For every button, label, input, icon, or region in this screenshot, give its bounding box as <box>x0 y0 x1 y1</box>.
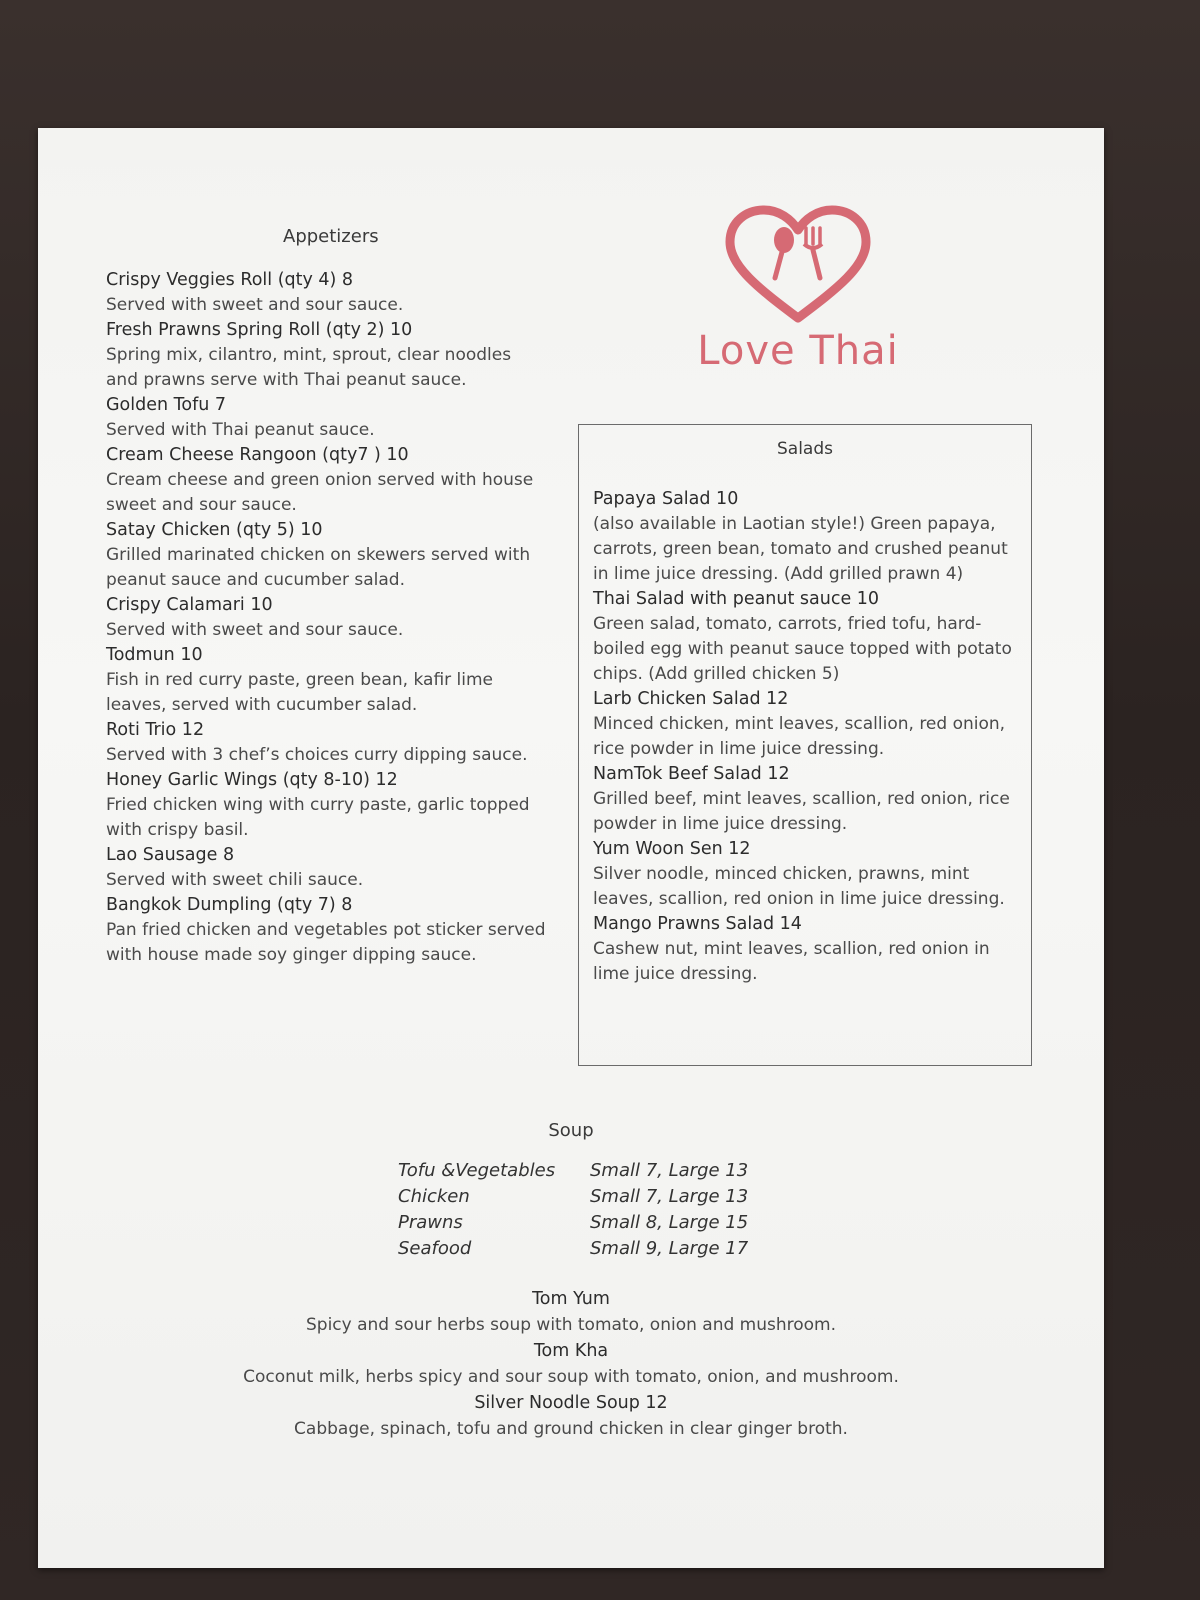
item-name: Roti Trio 12 <box>106 720 205 740</box>
item-name: Thai Salad with peanut sauce 10 <box>593 589 880 609</box>
item-description: Fried chicken wing with curry paste, garlic topped with crispy basil. <box>106 795 530 840</box>
item-name: Mango Prawns Salad 14 <box>593 914 802 934</box>
logo <box>678 200 918 380</box>
soup-heading: Soup <box>548 1120 594 1141</box>
list-item <box>38 1286 1104 1338</box>
soup-option-name: Seafood <box>398 1238 472 1259</box>
item-description: Pan fried chicken and vegetables pot sticker served with house made soy ginger dipping sauce. <box>106 920 546 965</box>
soup-option-price: Small 9, Large 17 <box>590 1238 749 1259</box>
item-name: Crispy Calamari 10 <box>106 595 273 615</box>
item-description: Spring mix, cilantro, mint, sprout, clear noodles and prawns serve with Thai peanut sauce. <box>106 345 512 390</box>
item-description: Served with sweet and sour sauce. <box>106 620 404 640</box>
table-row <box>398 1184 818 1210</box>
item-name: Papaya Salad 10 <box>593 489 739 509</box>
list-item <box>593 912 1023 987</box>
item-name: Lao Sausage 8 <box>106 845 235 865</box>
item-name: Tom Kha <box>533 1341 609 1361</box>
appetizers-list <box>106 268 546 968</box>
list-item <box>106 768 546 843</box>
list-item <box>106 443 546 518</box>
item-description: Grilled marinated chicken on skewers served with peanut sauce and cucumber salad. <box>106 545 531 590</box>
list-item <box>106 643 546 718</box>
list-item <box>106 318 546 393</box>
soup-option-price: Small 7, Large 13 <box>590 1160 749 1181</box>
appetizers-heading: Appetizers <box>283 226 379 247</box>
list-item <box>593 487 1023 587</box>
list-item <box>593 687 1023 762</box>
item-name: Honey Garlic Wings (qty 8-10) 12 <box>106 770 398 790</box>
item-name: Bangkok Dumpling (qty 7) 8 <box>106 895 353 915</box>
table-row <box>398 1236 818 1262</box>
item-name: Golden Tofu 7 <box>106 395 227 415</box>
list-item <box>106 268 546 318</box>
item-description: Green salad, tomato, carrots, fried tofu, hard-boiled egg with peanut sauce topped with potato chips. (Add grilled chicken 5) <box>593 614 1012 684</box>
item-description: Served with sweet and sour sauce. <box>106 295 404 315</box>
soup-specials <box>38 1286 1104 1442</box>
soup-option-price: Small 8, Large 15 <box>590 1212 749 1233</box>
item-name: NamTok Beef Salad 12 <box>593 764 790 784</box>
item-name: Larb Chicken Salad 12 <box>593 689 789 709</box>
item-description: Minced chicken, mint leaves, scallion, red onion, rice powder in lime juice dressing. <box>593 714 1006 759</box>
list-item <box>593 587 1023 687</box>
logo-text: Love Thai <box>697 328 899 374</box>
item-description: Silver noodle, minced chicken, prawns, mint leaves, scallion, red onion in lime juice dressing. <box>593 864 1005 909</box>
heart-spoon-fork-icon <box>678 200 918 330</box>
salads-box <box>578 424 1032 1066</box>
table-row <box>398 1158 818 1184</box>
list-item <box>106 593 546 643</box>
list-item <box>106 518 546 593</box>
list-item <box>106 843 546 893</box>
item-description: (also available in Laotian style!) Green papaya, carrots, green bean, tomato and crushed peanut in lime juice dressing. (Add grilled prawn 4) <box>593 514 1008 584</box>
item-description: Served with sweet chili sauce. <box>106 870 364 890</box>
list-item <box>38 1338 1104 1390</box>
item-description: Coconut milk, herbs spicy and sour soup with tomato, onion, and mushroom. <box>243 1367 899 1387</box>
soup-option-name: Chicken <box>398 1186 470 1207</box>
item-name: Fresh Prawns Spring Roll (qty 2) 10 <box>106 320 413 340</box>
item-description: Fish in red curry paste, green bean, kafir lime leaves, served with cucumber salad. <box>106 670 494 715</box>
salads-heading: Salads <box>777 439 833 459</box>
list-item <box>593 837 1023 912</box>
soup-price-table <box>398 1158 818 1262</box>
list-item <box>38 1390 1104 1442</box>
soup-option-name: Tofu &Vegetables <box>398 1160 556 1181</box>
item-name: Todmun 10 <box>106 645 203 665</box>
list-item <box>106 718 546 768</box>
item-name: Satay Chicken (qty 5) 10 <box>106 520 323 540</box>
list-item <box>593 762 1023 837</box>
list-item <box>106 893 546 968</box>
table-row <box>398 1210 818 1236</box>
soup-option-price: Small 7, Large 13 <box>590 1186 749 1207</box>
list-item <box>106 393 546 443</box>
item-name: Crispy Veggies Roll (qty 4) 8 <box>106 270 354 290</box>
salads-list <box>593 487 1023 987</box>
item-description: Grilled beef, mint leaves, scallion, red onion, rice powder in lime juice dressing. <box>593 789 1010 834</box>
item-description: Served with 3 chef’s choices curry dipping sauce. <box>106 745 528 765</box>
item-name: Cream Cheese Rangoon (qty7 ) 10 <box>106 445 409 465</box>
item-name: Silver Noodle Soup 12 <box>474 1393 668 1413</box>
soup-option-name: Prawns <box>398 1212 463 1233</box>
item-description: Served with Thai peanut sauce. <box>106 420 375 440</box>
item-name: Tom Yum <box>532 1289 610 1309</box>
item-description: Cabbage, spinach, tofu and ground chicken in clear ginger broth. <box>294 1419 848 1439</box>
item-description: Cream cheese and green onion served with house sweet and sour sauce. <box>106 470 534 515</box>
item-name: Yum Woon Sen 12 <box>593 839 751 859</box>
item-description: Cashew nut, mint leaves, scallion, red onion in lime juice dressing. <box>593 939 990 984</box>
menu-page <box>38 128 1104 1568</box>
item-description: Spicy and sour herbs soup with tomato, onion and mushroom. <box>305 1315 837 1335</box>
